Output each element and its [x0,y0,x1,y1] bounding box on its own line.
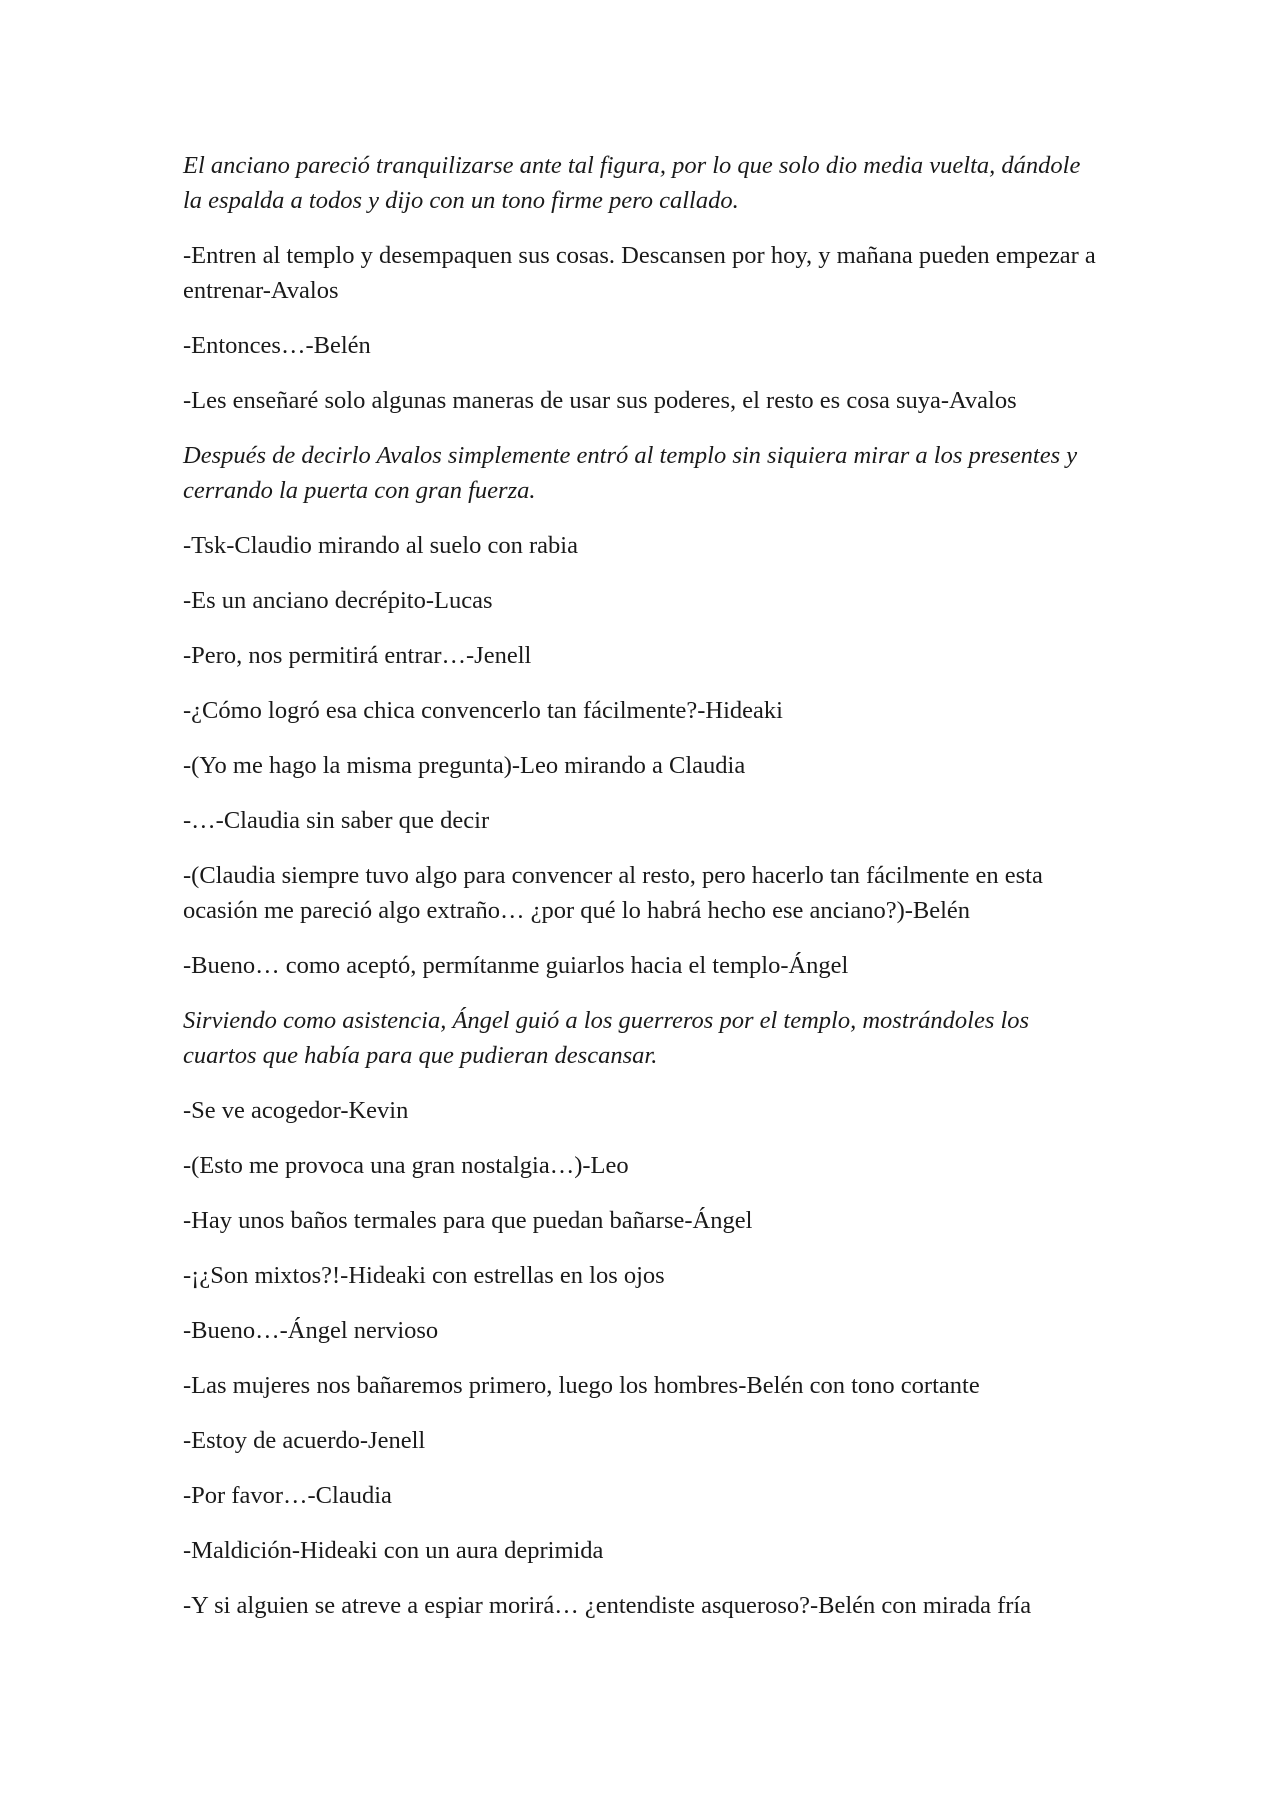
dialogue-line: -Tsk-Claudio mirando al suelo con rabia [183,532,578,559]
dialogue-line: -Las mujeres nos bañaremos primero, luego los hombres-Belén con tono cortante [183,1372,980,1399]
dialogue-line: -(Claudia siempre tuvo algo para convencer al resto, pero hacerlo tan fácilmente en esta ocasión me pareció algo extraño… ¿por qué lo habrá hecho ese anciano?)-Belén [183,862,1043,924]
dialogue-line: -Maldición-Hideaki con un aura deprimida [183,1537,604,1564]
dialogue-line: -Hay unos baños termales para que puedan bañarse-Ángel [183,1207,753,1234]
dialogue-line: -…-Claudia sin saber que decir [183,807,490,834]
dialogue-line: -Entonces…-Belén [183,332,371,359]
dialogue-line: -(Esto me provoca una gran nostalgia…)-Leo [183,1152,629,1179]
dialogue-line: -¡¿Son mixtos?!-Hideaki con estrellas en los ojos [183,1262,665,1289]
dialogue-line: -Es un anciano decrépito-Lucas [183,587,493,614]
dialogue-line: -Por favor…-Claudia [183,1482,392,1509]
dialogue-line: -Bueno…-Ángel nervioso [183,1317,439,1344]
dialogue-line: -Se ve acogedor-Kevin [183,1097,409,1124]
dialogue-line: -Entren al templo y desempaquen sus cosas. Descansen por hoy, y mañana pueden empezar a entrenar-Avalos [183,242,1096,304]
dialogue-line: -Estoy de acuerdo-Jenell [183,1427,426,1454]
narration-paragraph: El anciano pareció tranquilizarse ante tal figura, por lo que solo dio media vuelta, dándole la espalda a todos y dijo con un tono firme pero callado. [183,152,1081,214]
dialogue-line: -Y si alguien se atreve a espiar morirá… ¿entendiste asqueroso?-Belén con mirada fría [183,1592,1032,1619]
document-body [183,148,1103,1643]
dialogue-line: -Les enseñaré solo algunas maneras de usar sus poderes, el resto es cosa suya-Avalos [183,387,1017,414]
dialogue-line: -Pero, nos permitirá entrar…-Jenell [183,642,532,669]
dialogue-line: -(Yo me hago la misma pregunta)-Leo mirando a Claudia [183,752,746,779]
narration-paragraph: Después de decirlo Avalos simplemente entró al templo sin siquiera mirar a los presentes y cerrando la puerta con gran fuerza. [183,442,1078,504]
dialogue-line: -¿Cómo logró esa chica convencerlo tan fácilmente?-Hideaki [183,697,783,724]
narration-paragraph: Sirviendo como asistencia, Ángel guió a los guerreros por el templo, mostrándoles los cuartos que había para que pudieran descansar. [183,1007,1030,1069]
dialogue-line: -Bueno… como aceptó, permítanme guiarlos hacia el templo-Ángel [183,952,849,979]
